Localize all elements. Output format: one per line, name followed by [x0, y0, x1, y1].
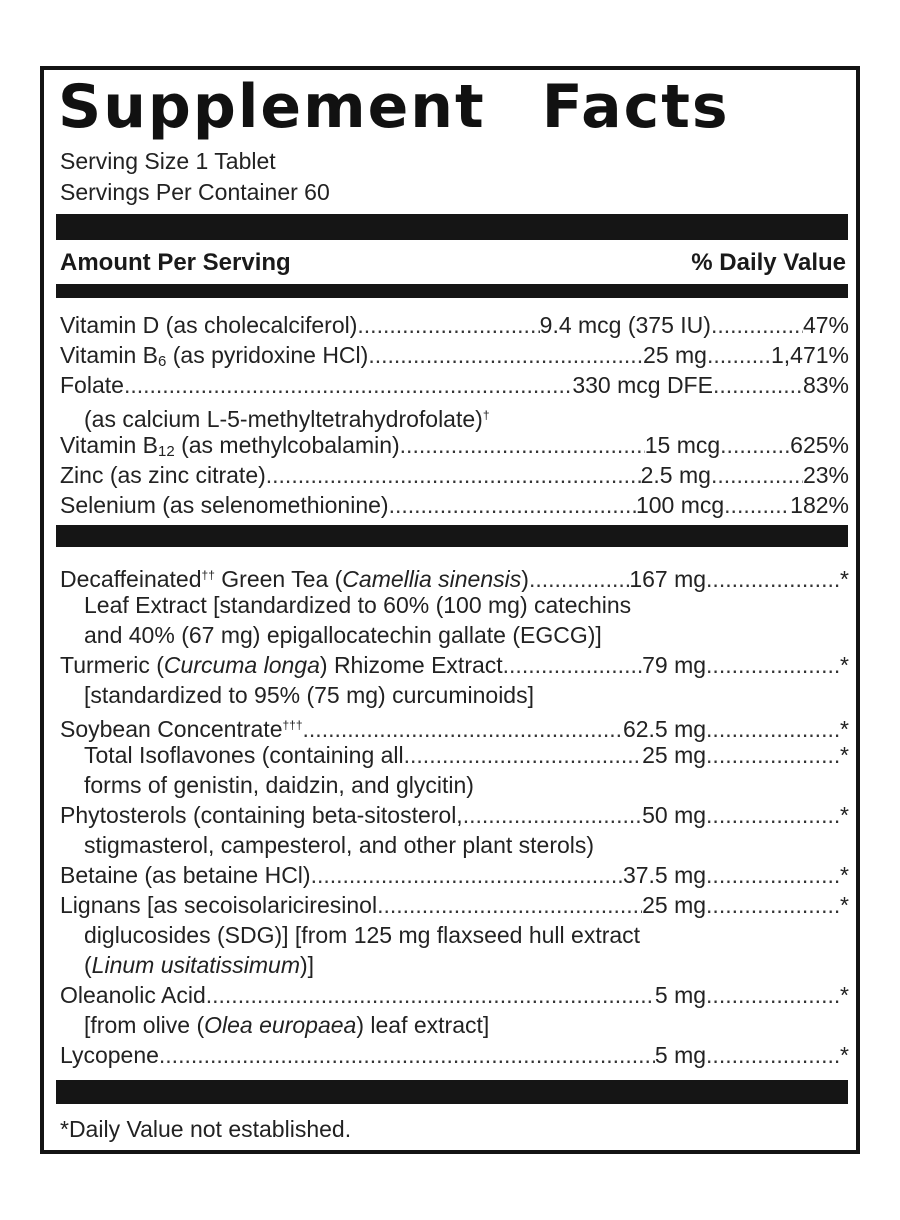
dot-leader: [706, 980, 840, 1010]
dot-leader: [159, 1040, 655, 1070]
nutrient-name: Vitamin $B_{12}$ (as methylcobalamin): [60, 432, 400, 460]
nutrient-amount: 330 mcg DFE: [572, 372, 713, 398]
ingredient-amount: 5 mg: [654, 982, 707, 1008]
folate-form-note: (as calcium L-5-methyltetrahydrofolate)†: [84, 406, 490, 432]
ingredient-detail: [from olive (Olea europaea) leaf extract]: [84, 1012, 490, 1038]
column-header: [60, 246, 846, 280]
nutrient-daily-value: 625%: [790, 432, 849, 458]
ingredient-daily-value: *: [840, 1042, 849, 1068]
ingredient-row: [60, 650, 849, 680]
ingredient-row: [60, 980, 849, 1010]
nutrient-amount: 2.5 mg: [640, 462, 711, 488]
dot-leader: [124, 370, 572, 400]
ingredient-row: [60, 860, 849, 890]
ingredient-name: Lycopene: [60, 1042, 159, 1068]
thick-divider-3: [56, 1080, 848, 1104]
medium-divider: [56, 284, 848, 298]
nutrient-daily-value: 23%: [802, 462, 849, 488]
dot-leader: [706, 740, 840, 770]
nutrient-amount: 9.4 mcg (375 IU): [539, 312, 711, 338]
ingredient-name: Oleanolic Acid: [60, 982, 206, 1008]
ingredient-detail: [standardized to 95% (75 mg) curcuminoids]: [84, 682, 534, 708]
ingredient-amount: 62.5 mg: [622, 716, 707, 742]
dot-leader: [724, 490, 790, 520]
ingredient-amount: 5 mg: [654, 1042, 707, 1068]
panel-title: [58, 72, 730, 142]
ingredient-row: [60, 710, 849, 740]
ingredient-detail: forms of genistin, daidzin, and glycitin): [84, 772, 474, 798]
dot-leader: [711, 310, 803, 340]
thick-divider-1: [56, 214, 848, 240]
serving-size: Serving Size 1 Tablet: [60, 148, 276, 174]
nutrient-row: [60, 460, 849, 490]
ingredient-row: [60, 1040, 849, 1070]
ingredient-daily-value: *: [840, 982, 849, 1008]
ingredient-detail: and 40% (67 mg) epigallocatechin gallate (EGCG)]: [84, 622, 602, 648]
dot-leader: [503, 650, 642, 680]
title-word-1: Supplement: [58, 72, 486, 142]
ingredient-name: Phytosterols (containing beta-sitosterol,: [60, 802, 463, 828]
nutrient-amount: 15 mcg: [644, 432, 721, 458]
nutrient-row: [60, 490, 849, 520]
dot-leader: [368, 340, 643, 370]
ingredient-row: [60, 800, 849, 830]
ingredient-amount: 25 mg: [642, 742, 707, 768]
ingredient-name: Soybean Concentrate†††: [60, 716, 303, 742]
ingredient-row: [84, 740, 849, 770]
supplement-facts-panel: [40, 66, 860, 1154]
dot-leader: [713, 370, 803, 400]
amount-per-serving-label: Amount Per Serving: [60, 249, 291, 276]
thick-divider-2: [56, 525, 848, 547]
ingredient-amount: 37.5 mg: [622, 862, 707, 888]
daily-value-label: % Daily Value: [691, 249, 846, 276]
dot-leader: [404, 740, 642, 770]
dot-leader: [706, 800, 840, 830]
dot-leader: [377, 890, 642, 920]
ingredient-daily-value: *: [840, 566, 849, 592]
ingredient-daily-value: *: [840, 802, 849, 828]
title-word-2: Facts: [541, 72, 730, 142]
ingredient-daily-value: *: [840, 652, 849, 678]
ingredient-detail: (Linum usitatissimum)]: [84, 952, 315, 978]
ingredient-name: Decaffeinated†† Green Tea (Camellia sinensis): [60, 566, 529, 592]
ingredient-amount: 167 mg: [629, 566, 707, 592]
dot-leader: [206, 980, 655, 1010]
nutrient-subscript: 6: [158, 353, 167, 370]
ingredient-daily-value: *: [840, 862, 849, 888]
dot-leader: [266, 460, 641, 490]
servings-per-container: Servings Per Container 60: [60, 179, 330, 205]
dot-leader: [400, 430, 645, 460]
dot-leader: [706, 650, 840, 680]
nutrient-row: [60, 430, 849, 460]
nutrient-name: Selenium (as selenomethionine): [60, 492, 389, 518]
ingredient-name: Turmeric (Curcuma longa) Rhizome Extract: [60, 652, 503, 678]
dot-leader: [706, 1040, 840, 1070]
dot-leader: [311, 860, 623, 890]
ingredient-amount: 50 mg: [642, 802, 707, 828]
dot-leader: [707, 340, 771, 370]
ingredient-amount: 79 mg: [642, 652, 707, 678]
nutrient-name: Zinc (as zinc citrate): [60, 462, 266, 488]
ingredient-daily-value: *: [840, 716, 849, 742]
nutrient-row: [60, 370, 849, 400]
dot-leader: [706, 564, 840, 594]
ingredient-detail: Leaf Extract [standardized to 60% (100 mg) catechins: [84, 592, 632, 618]
ingredient-daily-value: *: [840, 892, 849, 918]
nutrient-row: [60, 340, 849, 370]
nutrient-daily-value: 1,471%: [770, 342, 849, 368]
ingredient-daily-value: *: [840, 742, 849, 768]
dot-leader: [711, 460, 803, 490]
ingredient-name: Total Isoflavones (containing all: [84, 742, 404, 768]
ingredient-row: [60, 890, 849, 920]
nutrient-subscript: 12: [158, 443, 175, 460]
dot-leader: [706, 860, 840, 890]
dot-leader: [706, 890, 840, 920]
ingredient-name: Betaine (as betaine HCl): [60, 862, 311, 888]
ingredient-name: Lignans [as secoisolariciresinol: [60, 892, 378, 918]
dot-leader: [720, 430, 790, 460]
nutrient-amount: 25 mg: [643, 342, 707, 368]
dot-leader: [357, 310, 539, 340]
nutrient-row: [60, 310, 849, 340]
ingredient-detail: stigmasterol, campesterol, and other plant sterols): [84, 832, 595, 858]
nutrient-name: Vitamin D (as cholecalciferol): [60, 312, 358, 338]
dot-leader: [389, 490, 636, 520]
ingredient-amount: 25 mg: [642, 892, 707, 918]
nutrient-daily-value: 47%: [802, 312, 849, 338]
nutrient-daily-value: 182%: [790, 492, 849, 518]
ingredient-row: [60, 560, 849, 590]
nutrient-name: Folate: [60, 372, 124, 398]
footnote: *Daily Value not established.: [60, 1116, 352, 1142]
nutrient-daily-value: 83%: [802, 372, 849, 398]
nutrient-name: Vitamin $B_6$ (as pyridoxine HCl): [60, 342, 369, 370]
nutrient-amount: 100 mcg: [635, 492, 725, 518]
dot-leader: [463, 800, 642, 830]
ingredient-detail: diglucosides (SDG)] [from 125 mg flaxseed hull extract: [84, 922, 641, 948]
